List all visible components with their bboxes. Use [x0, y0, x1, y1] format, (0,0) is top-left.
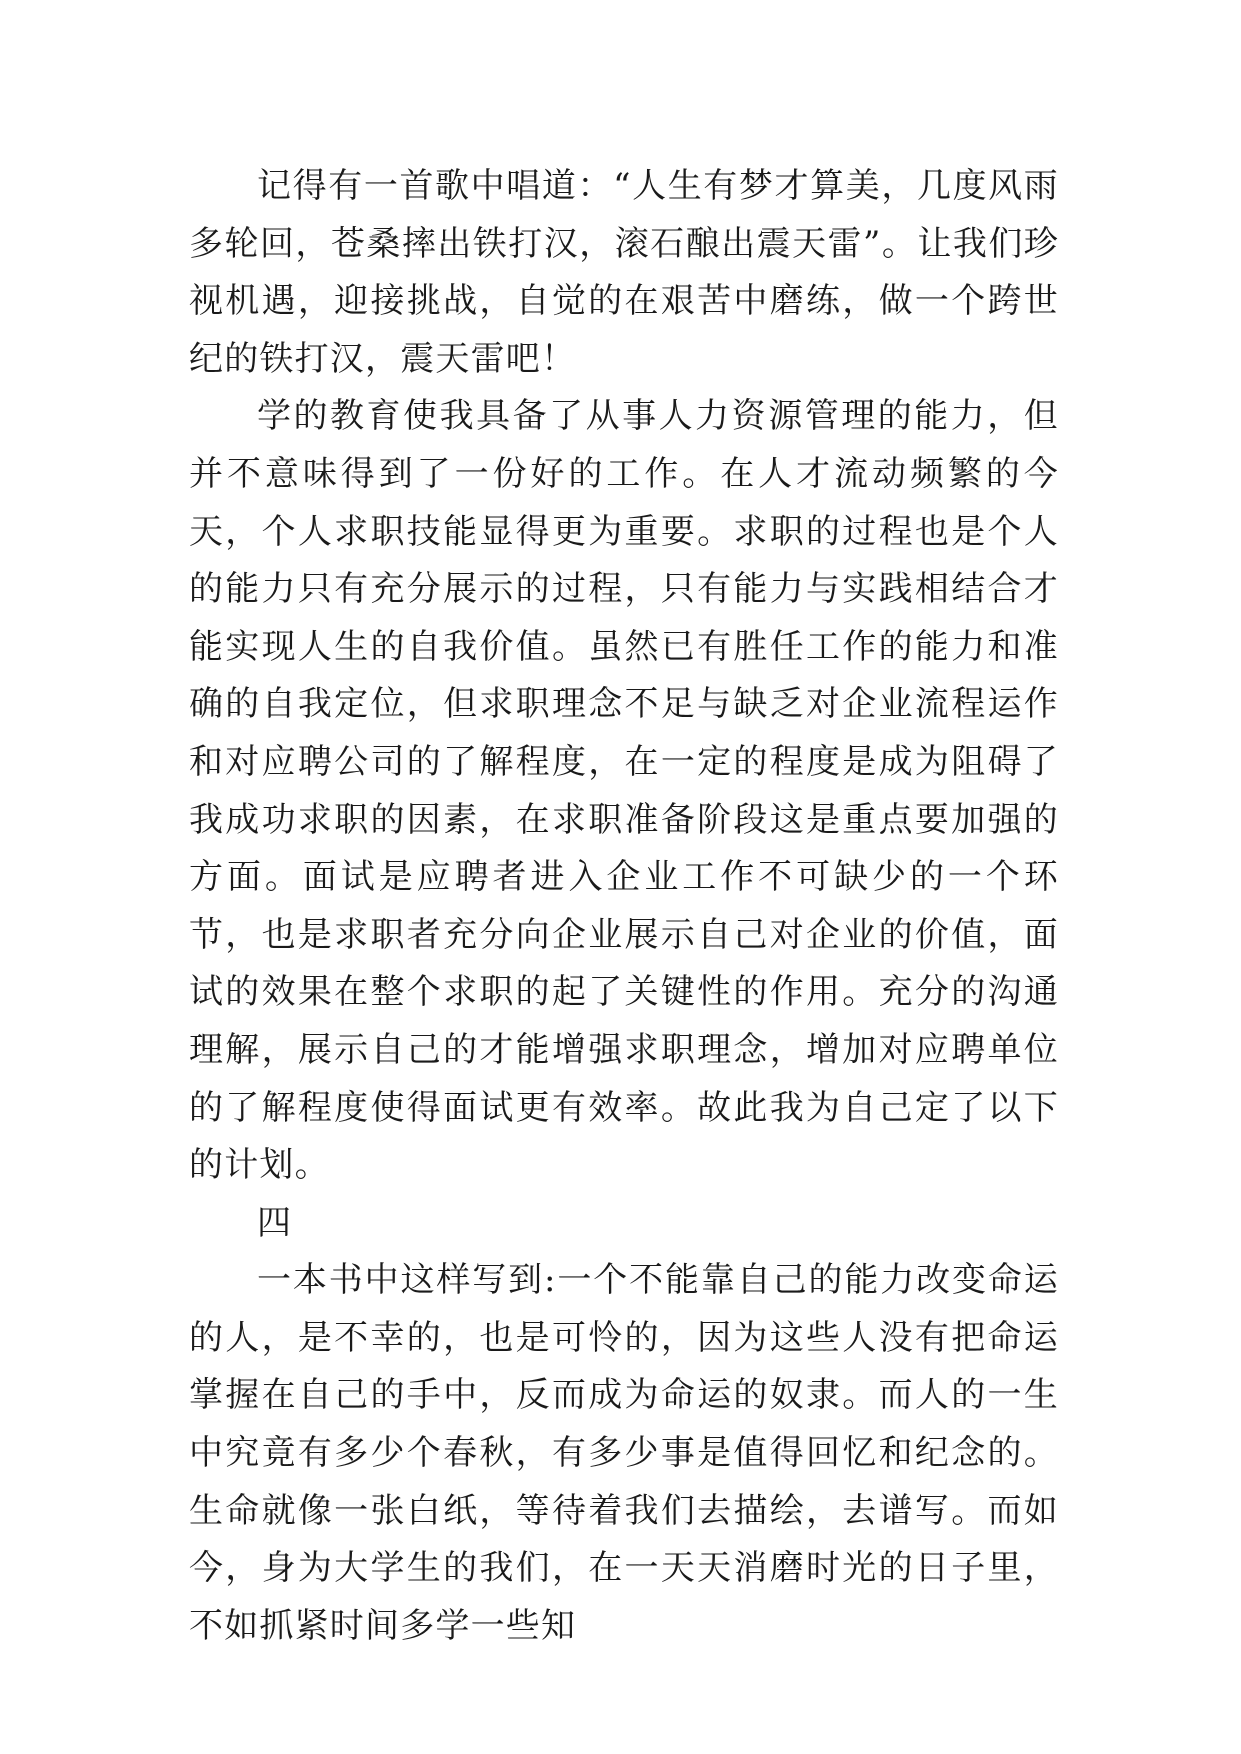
- paragraph-job-seeking: 学的教育使我具备了从事人力资源管理的能力，但并不意味得到了一份好的工作。在人才流动频繁的今天，个人求职技能显得更为重要。求职的过程也是个人的能力只有充分展示的过程，只有能力与实践相结合才能实现人生的自我价值。虽然已有胜任工作的能力和准确的自我定位，但求职理念不足与缺乏对企业流程运作和对应聘公司的了解程度，在一定的程度是成为阻碍了我成功求职的因素，在求职准备阶段这是重点要加强的方面。面试是应聘者进入企业工作不可缺少的一个环节，也是求职者充分向企业展示自己对企业的价值，面试的效果在整个求职的起了关键性的作用。充分的沟通理解，展示自己的才能增强求职理念，增加对应聘单位的了解程度使得面试更有效率。故此我为自己定了以下的计划。: [189, 396, 1059, 1186]
- section-heading: 四: [257, 1202, 293, 1243]
- document-body: [189, 158, 1059, 1655]
- paragraph-song-quote: 记得有一首歌中唱道：“人生有梦才算美，几度风雨多轮回，苍桑摔出铁打汉，滚石酿出震天雷”。让我们珍视机遇，迎接挑战，自觉的在艰苦中磨练，做一个跨世纪的铁打汉，震天雷吧！: [189, 166, 1059, 379]
- paragraph-destiny: 一本书中这样写到:一个不能靠自己的能力改变命运的人，是不幸的，也是可怜的，因为这些人没有把命运掌握在自己的手中，反而成为命运的奴隶。而人的一生中究竟有多少个春秋，有多少事是值得回忆和纪念的。生命就像一张白纸，等待着我们去描绘，去谱写。而如今，身为大学生的我们，在一天天消磨时光的日子里，不如抓紧时间多学一些知: [189, 1260, 1059, 1646]
